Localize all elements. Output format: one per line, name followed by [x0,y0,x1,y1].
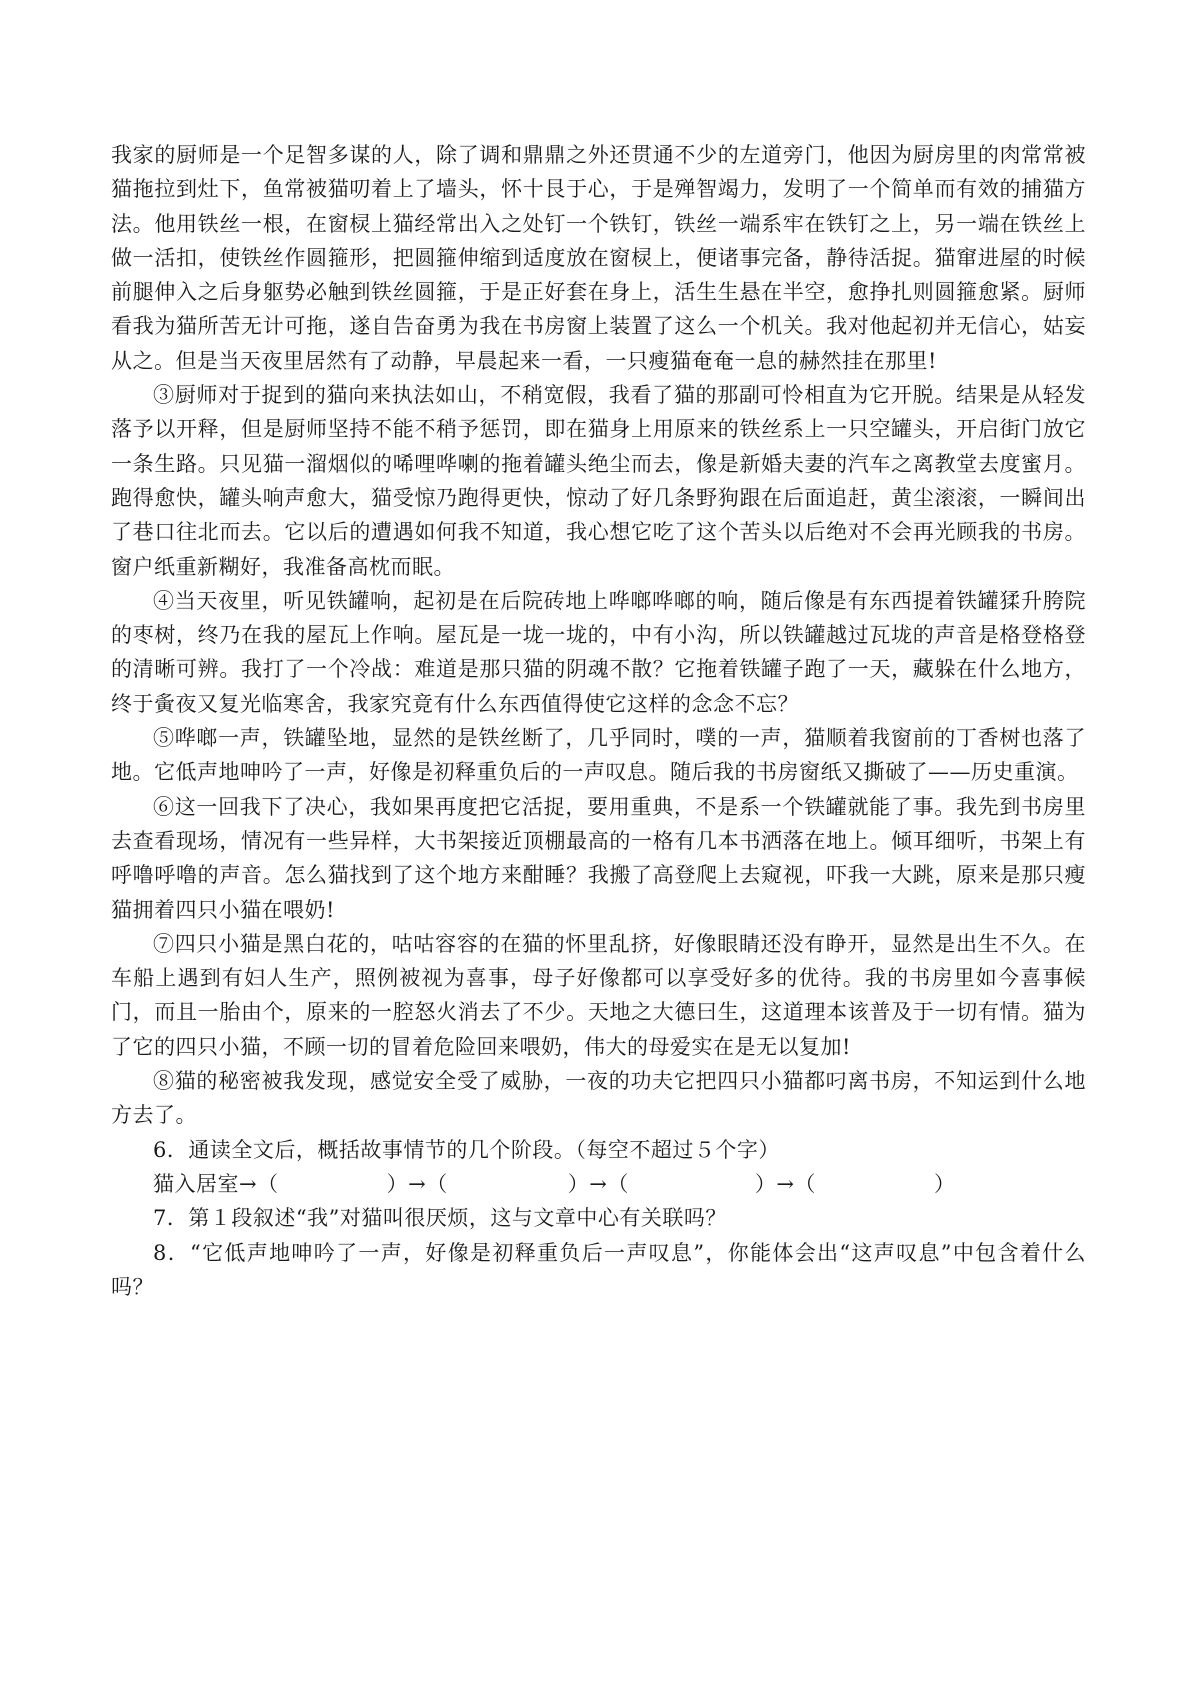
close-paren-4: ） [933,1171,956,1196]
paragraph-2: 我家的厨师是一个足智多谋的人，除了调和鼎鼎之外还贯通不少的左道旁门，他因为厨房里的肉常常被猫拖拉到灶下，鱼常被猫叨着上了墙头，怀十艮于心，于是殚智竭力，发明了一个简单而有效的捕猫方法。他用铁丝一根，在窗棂上猫经常出入之处钉一个铁钉，铁丝一端系牢在铁钉之上，另一端在铁丝上做一活扣，使铁丝作圆箍形，把圆箍伸缩到适度放在窗棂上，便诸事完备，静待活捉。猫窜进屋的时候前腿伸入之后身躯势必触到铁丝圆箍，于是正好套在身上，活生生悬在半空，愈挣扎则圆箍愈紧。厨师看我为猫所苦无计可拖，遂自告奋勇为我在书房窗上装置了这么一个机关。我对他起初并无信心，姑妄从之。但是当天夜里居然有了动静，早晨起来一看，一只瘦猫奄奄一息的赫然挂在那里! [111,143,1086,373]
plot-start-label: 猫入居室 [153,1171,239,1196]
arrow-open-3: →（ [589,1171,629,1196]
paragraph-3: ③厨师对于捉到的猫向来执法如山，不稍宽假，我看了猫的那副可怜相直为它开脱。结果是从轻发落予以开释，但是厨师坚持不能不稍予惩罚，即在猫身上用原来的铁丝系上一只空罐头，开启街门放它一条生路。只见猫一溜烟似的唏哩哗喇的拖着罐头绝尘而去，像是新婚夫妻的汽车之离教堂去度蜜月。跑得愈快，罐头响声愈大，猫受惊乃跑得更快，惊动了好几条野狗跟在后面追赶，黄尘滚滚，一瞬间出了巷口往北而去。它以后的遭遇如何我不知道，我心想它吃了这个苦头以后绝对不会再光顾我的书房。窗户纸重新糊好，我准备高枕而眠。 [111,383,1086,579]
paragraph-7: ⑦四只小猫是黑白花的，咕咕容容的在猫的怀里乱挤，好像眼睛还没有睁开，显然是出生不久。在车船上遇到有妇人生产，照例被视为喜事，母子好像都可以享受好多的优待。我的书房里如今喜事候门，而且一胎由个，原来的一腔怒火消去了不少。天地之大德曰生，这道理本该普及于一切有情。猫为了它的四只小猫，不顾一切的冒着危险回来喂奶，伟大的母爱实在是无以复加! [111,931,1086,1059]
arrow-open-1: →（ [239,1171,279,1196]
question-6-answer-line [111,1167,1086,1201]
close-paren-3: ） [754,1171,777,1196]
close-paren-2: ） [567,1171,590,1196]
question-7: 7．第１段叙述“我”对猫叫很厌烦，这与文章中心有关联吗？ [153,1206,727,1231]
paragraph-5: ⑤哗啷一声，铁罐坠地，显然的是铁丝断了，几乎同时，噗的一声，猫顺着我窗前的丁香树也落了地。它低声地呻吟了一声，好像是初释重负后的一声叹息。随后我的书房窗纸又撕破了——历史重演。 [111,726,1086,785]
paragraph-4: ④当天夜里，听见铁罐响，起初是在后院砖地上哗啷哗啷的响，随后像是有东西提着铁罐猱升胯院的枣树，终乃在我的屋瓦上作响。屋瓦是一垅一垅的，中有小沟，所以铁罐越过瓦垅的声音是格登格登的清晰可辨。我打了一个冷战：难道是那只猫的阴魂不散？它拖着铁罐子跑了一天，藏躲在什么地方，终于夤夜又复光临寒舍，我家究竟有什么东西值得使它这样的念念不忘？ [111,588,1086,716]
question-6: 6．通读全文后，概括故事情节的几个阶段。（每空不超过５个字） [153,1137,780,1162]
close-paren-1: ） [386,1171,409,1196]
question-8: 8．“它低声地呻吟了一声，好像是初释重负后一声叹息”，你能体会出“这声叹息”中包含着什么吗？ [111,1240,1086,1299]
arrow-open-2: →（ [408,1171,448,1196]
paragraph-8: ⑧猫的秘密被我发现，感觉安全受了威胁，一夜的功夫它把四只小猫都叼离书房，不知运到什么地方去了。 [111,1069,1086,1128]
paragraph-6: ⑥这一回我下了决心，我如果再度把它活捉，要用重典，不是系一个铁罐就能了事。我先到书房里去查看现场，情况有一些异样，大书架接近顶棚最高的一格有几本书洒落在地上。倾耳细听，书架上有呼噜呼噜的声音。怎么猫找到了这个地方来酣睡？我搬了高登爬上去窥视，吓我一大跳，原来是那只瘦猫拥着四只小猫在喂奶! [111,794,1086,922]
document-page [111,138,1086,1304]
arrow-open-4: →（ [776,1171,816,1196]
